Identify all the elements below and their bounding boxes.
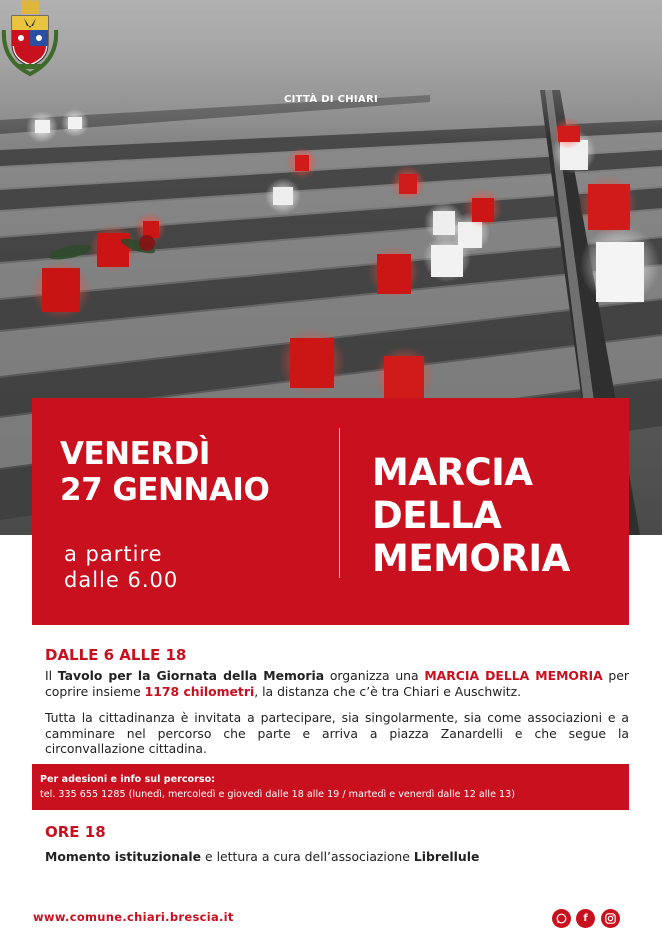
event-date: 27 GENNAIO [60,472,270,508]
event-time-line-2: dalle 6.00 [64,568,179,592]
event-day: VENERDÌ [60,436,210,472]
panel-divider [339,428,340,578]
event-title-line-1: MARCIA [372,451,533,494]
event-title-line-3: MEMORIA [372,537,570,580]
city-crest-icon [0,0,60,78]
intro-paragraph: Il Tavolo per la Giornata della Memoria organizza una MARCIA DELLA MEMORIA per coprire insieme 1178 chilometri, la distanza che c’è tra Chiari e Auschwitz. [45,668,629,699]
website-link[interactable]: www.comune.chiari.brescia.it [33,910,234,924]
event-title-line-2: DELLA [372,494,502,537]
event-panel [32,398,629,625]
section-heading-evening: ORE 18 [45,823,106,841]
city-name: CITTÀ DI CHIARI [284,94,378,105]
info-phone: tel. 335 655 1285 (lunedì, mercoledì e giovedì dalle 18 alle 19 / martedì e venerdì dalle 12 alle 13) [40,789,515,800]
whatsapp-icon[interactable] [552,909,571,928]
info-title: Per adesioni e info sul percorso: [40,774,215,785]
facebook-icon[interactable]: f [576,909,595,928]
section-heading-hours: DALLE 6 ALLE 18 [45,646,187,664]
evening-paragraph: Momento istituzionale e lettura a cura dell’associazione Librellule [45,849,480,864]
participation-paragraph: Tutta la cittadinanza è invitata a partecipare, sia singolarmente, sia come associazioni e a camminare nel percorso che parte e arriva a piazza Zanardelli e che segue la circonvallazione cittadina. [45,710,629,756]
info-bar [32,764,629,810]
instagram-icon[interactable] [601,909,620,928]
event-time-line-1: a partire [64,542,163,566]
